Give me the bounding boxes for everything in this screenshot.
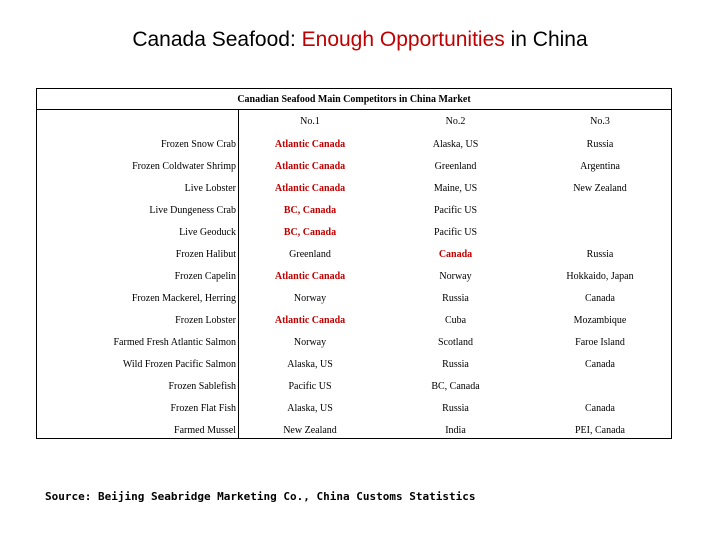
row-no2-cell: Cuba [444, 315, 467, 326]
row-no2-cell: Russia [442, 293, 469, 304]
row-no2-cell: Scotland [438, 337, 473, 348]
row-product-label: Live Dungeness Crab [149, 205, 236, 216]
row-no3-cell [529, 200, 671, 222]
row-no2-cell: Pacific US [433, 227, 478, 238]
row-no3-cell: Canada [585, 293, 615, 304]
row-no2-cell: Russia [442, 403, 469, 414]
row-no3-cell: Canada [585, 359, 615, 370]
row-product-label: Frozen Capelin [174, 271, 236, 282]
row-no2-cell: BC, Canada [431, 381, 480, 392]
title-part-3: in China [504, 28, 588, 51]
row-product-label: Frozen Mackerel, Herring [131, 293, 236, 304]
header-no3: No.3 [590, 116, 610, 127]
title-part-1: Canada Seafood: [132, 28, 302, 51]
source-note: Source: Beijing Seabridge Marketing Co., China Customs Statistics [45, 490, 476, 503]
header-no1: No.1 [300, 116, 320, 127]
row-no2-cell: Maine, US [433, 183, 478, 194]
row-product-label: Frozen Snow Crab [161, 139, 236, 150]
competitors-table [36, 88, 672, 439]
row-product-label: Live Lobster [184, 183, 236, 194]
row-no3-cell: Mozambique [573, 315, 627, 326]
table-caption: Canadian Seafood Main Competitors in China Market [237, 94, 471, 105]
row-no1-cell: Norway [293, 293, 327, 304]
row-no3-cell: Hokkaido, Japan [566, 271, 634, 282]
row-product-label: Farmed Mussel [174, 425, 236, 436]
row-no1-cell: Greenland [289, 249, 331, 260]
row-product-label: Live Geoduck [179, 227, 236, 238]
row-no1-cell: BC, Canada [283, 227, 337, 238]
row-no3-cell: PEI, Canada [575, 425, 625, 436]
header-no2: No.2 [445, 116, 466, 127]
row-no1-cell: Alaska, US [287, 359, 333, 370]
row-no3-cell: Argentina [580, 161, 620, 172]
row-no1-cell: Norway [293, 337, 327, 348]
row-product-label: Frozen Lobster [175, 315, 236, 326]
row-product-label: Frozen Flat Fish [170, 403, 236, 414]
row-no1-cell: Alaska, US [287, 403, 333, 414]
row-no3-cell: Canada [585, 403, 615, 414]
caption-divider [37, 109, 671, 110]
row-no2-cell: Norway [439, 271, 472, 282]
row-no2-cell: Russia [442, 359, 469, 370]
row-product-label: Frozen Coldwater Shrimp [132, 161, 236, 172]
row-no3-cell: New Zealand [573, 183, 627, 194]
row-no3-cell [529, 376, 671, 398]
row-no1-cell: Atlantic Canada [274, 161, 346, 172]
row-no1-cell: Atlantic Canada [274, 271, 346, 282]
row-no1-cell: Atlantic Canada [274, 139, 346, 150]
row-no1-cell: Pacific US [288, 381, 332, 392]
row-no1-cell: New Zealand [283, 425, 337, 436]
row-product-label: Frozen Halibut [175, 249, 236, 260]
row-product-label: Wild Frozen Pacific Salmon [122, 359, 236, 370]
row-no3-cell [529, 222, 671, 244]
title-accent: Enough Opportunities [301, 28, 505, 51]
row-product-label: Farmed Fresh Atlantic Salmon [113, 337, 236, 348]
row-product-label: Frozen Sablefish [168, 381, 236, 392]
row-no2-cell: Canada [438, 249, 473, 260]
row-no2-cell: India [445, 425, 466, 436]
slide-title [0, 28, 720, 52]
row-no3-cell: Faroe Island [575, 337, 625, 348]
row-no3-cell: Russia [586, 249, 614, 260]
row-no2-cell: Pacific US [433, 205, 478, 216]
row-no1-cell: Atlantic Canada [274, 315, 346, 326]
row-no1-cell: Atlantic Canada [274, 183, 346, 194]
row-no2-cell: Alaska, US [432, 139, 479, 150]
row-no1-cell: BC, Canada [283, 205, 337, 216]
row-no3-cell: Russia [586, 139, 614, 150]
row-no2-cell: Greenland [434, 161, 477, 172]
